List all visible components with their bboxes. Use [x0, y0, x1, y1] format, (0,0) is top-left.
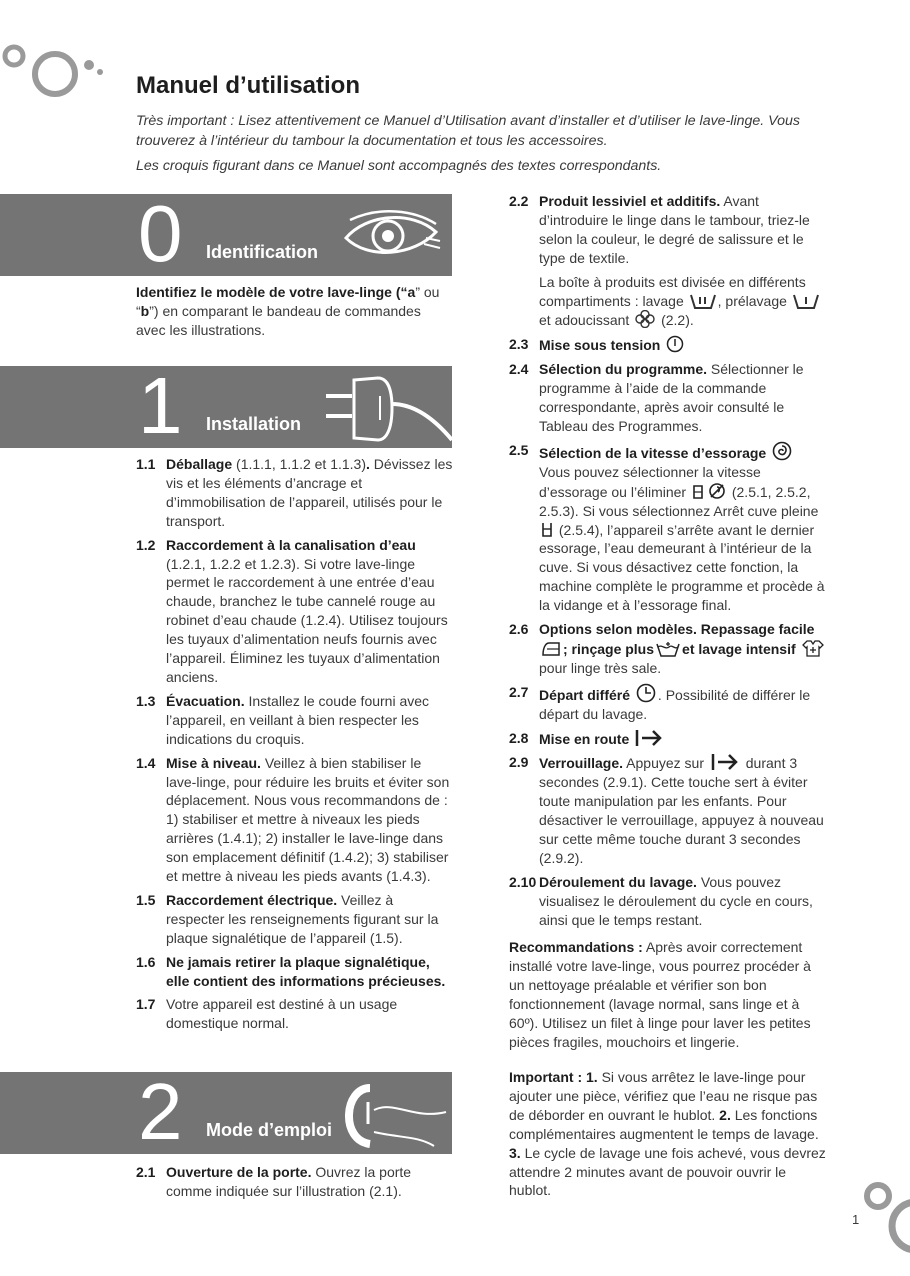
list-item	[136, 692, 454, 749]
compartments-text-1: La boîte à produits est divisée en différents compartiments : lavage	[539, 273, 806, 309]
section-0-number: 0	[138, 189, 183, 278]
item-number: 2.6	[509, 621, 529, 638]
item-text: Installez le coude fourni avec l’appareil, en veillant à bien respecter les indications du croquis.	[166, 692, 430, 747]
item-number: 1.7	[136, 996, 156, 1013]
item-text: Vous pouvez sélectionner la vitesse d’essorage ou l’éliminer	[539, 463, 761, 500]
list-item	[136, 891, 454, 948]
item-heading: Mise sous tension	[539, 337, 661, 354]
corner-circles-decoration	[858, 1174, 910, 1254]
list-item	[509, 729, 827, 749]
item-text: Veillez à respecter les renseignements figurant sur la plaque signalétique de l’appareil (1.5).	[166, 891, 439, 946]
section-2-number: 2	[138, 1067, 183, 1156]
item-number: 1.3	[136, 692, 156, 709]
compartments-text-3: et adoucissant	[539, 312, 630, 329]
prewash-compartment-icon	[793, 293, 819, 309]
section-1-list	[136, 455, 454, 1038]
compartments-text-4: (2.2).	[661, 312, 694, 329]
item-number: 1.2	[136, 536, 156, 553]
identify-text-1: Identifiez le modèle de votre lave-linge (“	[136, 284, 408, 300]
item-heading: Déroulement du lavage.	[539, 873, 697, 890]
item-text: Sélectionner le programme à l’aide de la commande correspondante, après avoir consulté le Tableau des Programmes.	[539, 361, 804, 434]
identify-text-3: ”) en comparant le bandeau de commandes avec les illustrations.	[136, 303, 421, 338]
section-0-label: Identification	[206, 242, 318, 262]
list-item	[136, 754, 454, 886]
section-2-band	[0, 1067, 452, 1156]
intro-paragraph-2: Les croquis figurant dans ce Manuel sont accompagnés des textes correspondants.	[136, 158, 662, 174]
circles-logo	[0, 38, 110, 118]
item-heading: Mise à niveau.	[166, 754, 261, 771]
item-heading: ; rinçage plus	[563, 640, 655, 657]
list-item	[136, 536, 454, 687]
list-item	[509, 620, 827, 678]
item-text: Dévissez les vis et les éléments d’ancrage et d’immobilisation de l’appareil, utilisés pour le transport.	[166, 456, 453, 529]
item-text: Appuyez sur	[623, 755, 704, 772]
section-1-label: Installation	[206, 414, 302, 434]
section-1-band	[0, 361, 452, 450]
softener-flower-icon	[635, 310, 655, 328]
item-number: 1.5	[136, 891, 156, 908]
item-heading: Mise en route	[539, 730, 630, 747]
recommendations-text: Après avoir correctement installé votre lave-linge, vous pourrez procéder à un nettoyage préalable et vérifier son bon fonctionnement (lavage normal, sans linge et à 60º). Utilisez un filet à linge pour laver les petites pièces fragiles, mouchoirs et lingerie.	[509, 939, 811, 1050]
delay-clock-icon	[636, 683, 656, 703]
list-item	[509, 441, 827, 615]
start-arrow-icon	[710, 753, 740, 771]
intro	[136, 112, 836, 183]
item-text: Ouvrez la porte comme indiquée sur l’illustration (2.1).	[166, 1164, 412, 1199]
item-text: Avant d’introduire le linge dans le tambour, triez-le selon la couleur, le degré de salissure et le type de textile.	[539, 193, 810, 266]
item-heading: Départ différé	[539, 686, 631, 703]
item-number: 1.6	[136, 953, 156, 970]
item-heading: et lavage intensif	[682, 640, 796, 657]
item-heading: .	[366, 456, 370, 472]
important-text: Les fonctions complémentaires augmentent le temps de lavage.	[509, 1106, 819, 1142]
item-number: 2.3	[509, 336, 529, 353]
section-0-band	[0, 189, 452, 278]
model-a: a	[407, 284, 416, 300]
item-text: pour linge très sale.	[539, 659, 662, 676]
item-text: Veillez à bien stabiliser le lave-linge, pour réduire les bruits et éviter son déplacement. Nous vous recommandons de : 1) stabiliser et mettre à niveaux les pieds arrières (1.4.1); 2) installer le lave-linge dans son emplacement définitif (1.4.2); 3) stabiliser et mettre à niveau les pieds avants (1.4.3).	[166, 754, 450, 885]
start-arrow-icon	[635, 729, 663, 747]
important-number: 2.	[715, 1106, 731, 1123]
item-text: (1.2.1, 1.2.2 et 1.2.3). Si votre lave-linge permet le raccordement à une entrée d’eau chaude, branchez le tube cannelé rouge au robinet d’eau chaude (1.2.4). Utilisez toujours les tuyaux d’alimentation neufs fournis avec l’appareil. Éliminez les tuyaux d’alimentation anciens.	[166, 555, 448, 685]
item-text: . Possibilité de différer le départ du lavage.	[539, 686, 811, 722]
item-number: 2.9	[509, 754, 529, 771]
list-item	[136, 953, 454, 991]
important-note	[509, 1068, 827, 1200]
section-2-left-list	[136, 1163, 454, 1206]
page-title: Manuel d’utilisation	[136, 72, 361, 99]
list-item	[136, 995, 454, 1033]
detergent-compartments	[539, 273, 827, 331]
item-text: (2.5.4), l’appareil s’arrête avant le dernier essorage, l’eau demeurant à l’intérieur de la cuve. Si vous désactivez cette fonction, la machine complète le programme et procède à la vidange et à l’essorage final.	[539, 521, 825, 614]
item-number: 2.7	[509, 683, 529, 700]
important-number: 1.	[582, 1069, 598, 1085]
important-number: 3.	[509, 1144, 521, 1161]
item-number: 2.2	[509, 193, 529, 209]
list-item	[509, 683, 827, 724]
section-0-text	[136, 283, 454, 340]
item-heading: Options selon modèles. Repassage facile	[539, 621, 815, 638]
important-heading: Important :	[509, 1069, 583, 1085]
item-number: 2.1	[136, 1164, 156, 1180]
door-handle-icon	[334, 1080, 452, 1154]
page-number: 1	[852, 1212, 860, 1227]
list-item	[509, 360, 827, 436]
item-heading: Déballage	[166, 456, 233, 472]
item-heading: Ouverture de la porte.	[166, 1164, 312, 1180]
plug-icon	[322, 374, 452, 448]
list-item	[136, 1163, 454, 1201]
item-heading: Sélection de la vitesse d’essorage	[539, 444, 767, 461]
list-item	[509, 335, 827, 355]
recommendations-heading: Recommandations :	[509, 939, 643, 955]
important-text: Le cycle de lavage une fois achevé, vous devrez attendre 2 minutes avant de pouvoir ouvrir le hublot.	[509, 1144, 826, 1199]
item-number: 2.4	[509, 361, 529, 378]
intro-paragraph-1: Très important : Lisez attentivement ce Manuel d’Utilisation avant d’installer et d’utiliser le lave-linge. Vous trouverez à l’intérieur du tambour la documentation et tous les accessoires.	[136, 113, 800, 149]
item-heading: Évacuation.	[166, 692, 245, 709]
list-item	[509, 753, 827, 867]
eye-icon	[340, 208, 444, 264]
model-b: b	[140, 303, 150, 319]
item-text: (1.1.1, 1.1.2 et 1.1.3)	[232, 456, 367, 472]
item-number: 2.8	[509, 729, 529, 746]
item-heading: Produit lessiviel et additifs.	[539, 193, 721, 209]
item-text: durant 3 secondes (2.9.1). Cette touche sert à éviter toute manipulation par les enfants. Pour désactiver le verrouillage, appuyez à nouveau sur cette même touche durant 3 secondes (2.9.2).	[539, 755, 824, 866]
identify-text-2: ” ou “	[136, 284, 440, 319]
item-heading: Ne jamais retirer la plaque signalétique, elle contient des informations précieuses.	[166, 953, 446, 989]
drain-icon	[692, 484, 704, 500]
item-heading: Raccordement à la canalisation d’eau	[166, 536, 416, 553]
item-heading: Raccordement électrique.	[166, 891, 338, 908]
list-item	[509, 192, 827, 330]
item-text: (2.5.1, 2.5.2, 2.5.3). Si vous sélectionnez Arrêt cuve pleine	[539, 483, 819, 519]
item-number: 2.5	[509, 441, 529, 458]
wash-compartment-icon	[690, 293, 716, 309]
item-heading: Sélection du programme.	[539, 361, 708, 378]
section-1-number: 1	[138, 361, 183, 450]
power-icon	[666, 335, 684, 353]
spin-icon	[772, 441, 792, 461]
item-number: 1.1	[136, 456, 156, 472]
item-number: 1.4	[136, 754, 156, 771]
section-2-label: Mode d’emploi	[206, 1120, 332, 1140]
recommendations	[509, 938, 827, 1051]
list-item	[136, 455, 454, 531]
item-number: 2.10	[509, 873, 537, 890]
intensive-wash-icon	[802, 639, 824, 657]
item-heading: Verrouillage.	[539, 755, 624, 772]
section-2-right-list	[509, 192, 827, 935]
no-spin-icon	[708, 482, 726, 500]
compartments-text-2: , prélavage	[717, 292, 787, 309]
list-item	[509, 873, 827, 930]
item-text: Votre appareil est destiné à un usage domestique normal.	[166, 996, 398, 1032]
important-text: Si vous arrêtez le lave-linge pour ajouter une pièce, vérifiez que l’eau ne risque pas de déborder en ouvrant le hublot.	[509, 1069, 818, 1123]
extra-rinse-icon	[656, 641, 680, 657]
item-text: Vous pouvez visualisez le déroulement du cycle en cours, ainsi que le temps restant.	[539, 873, 813, 928]
easy-iron-icon	[541, 641, 561, 657]
full-tub-stop-icon	[541, 522, 553, 538]
